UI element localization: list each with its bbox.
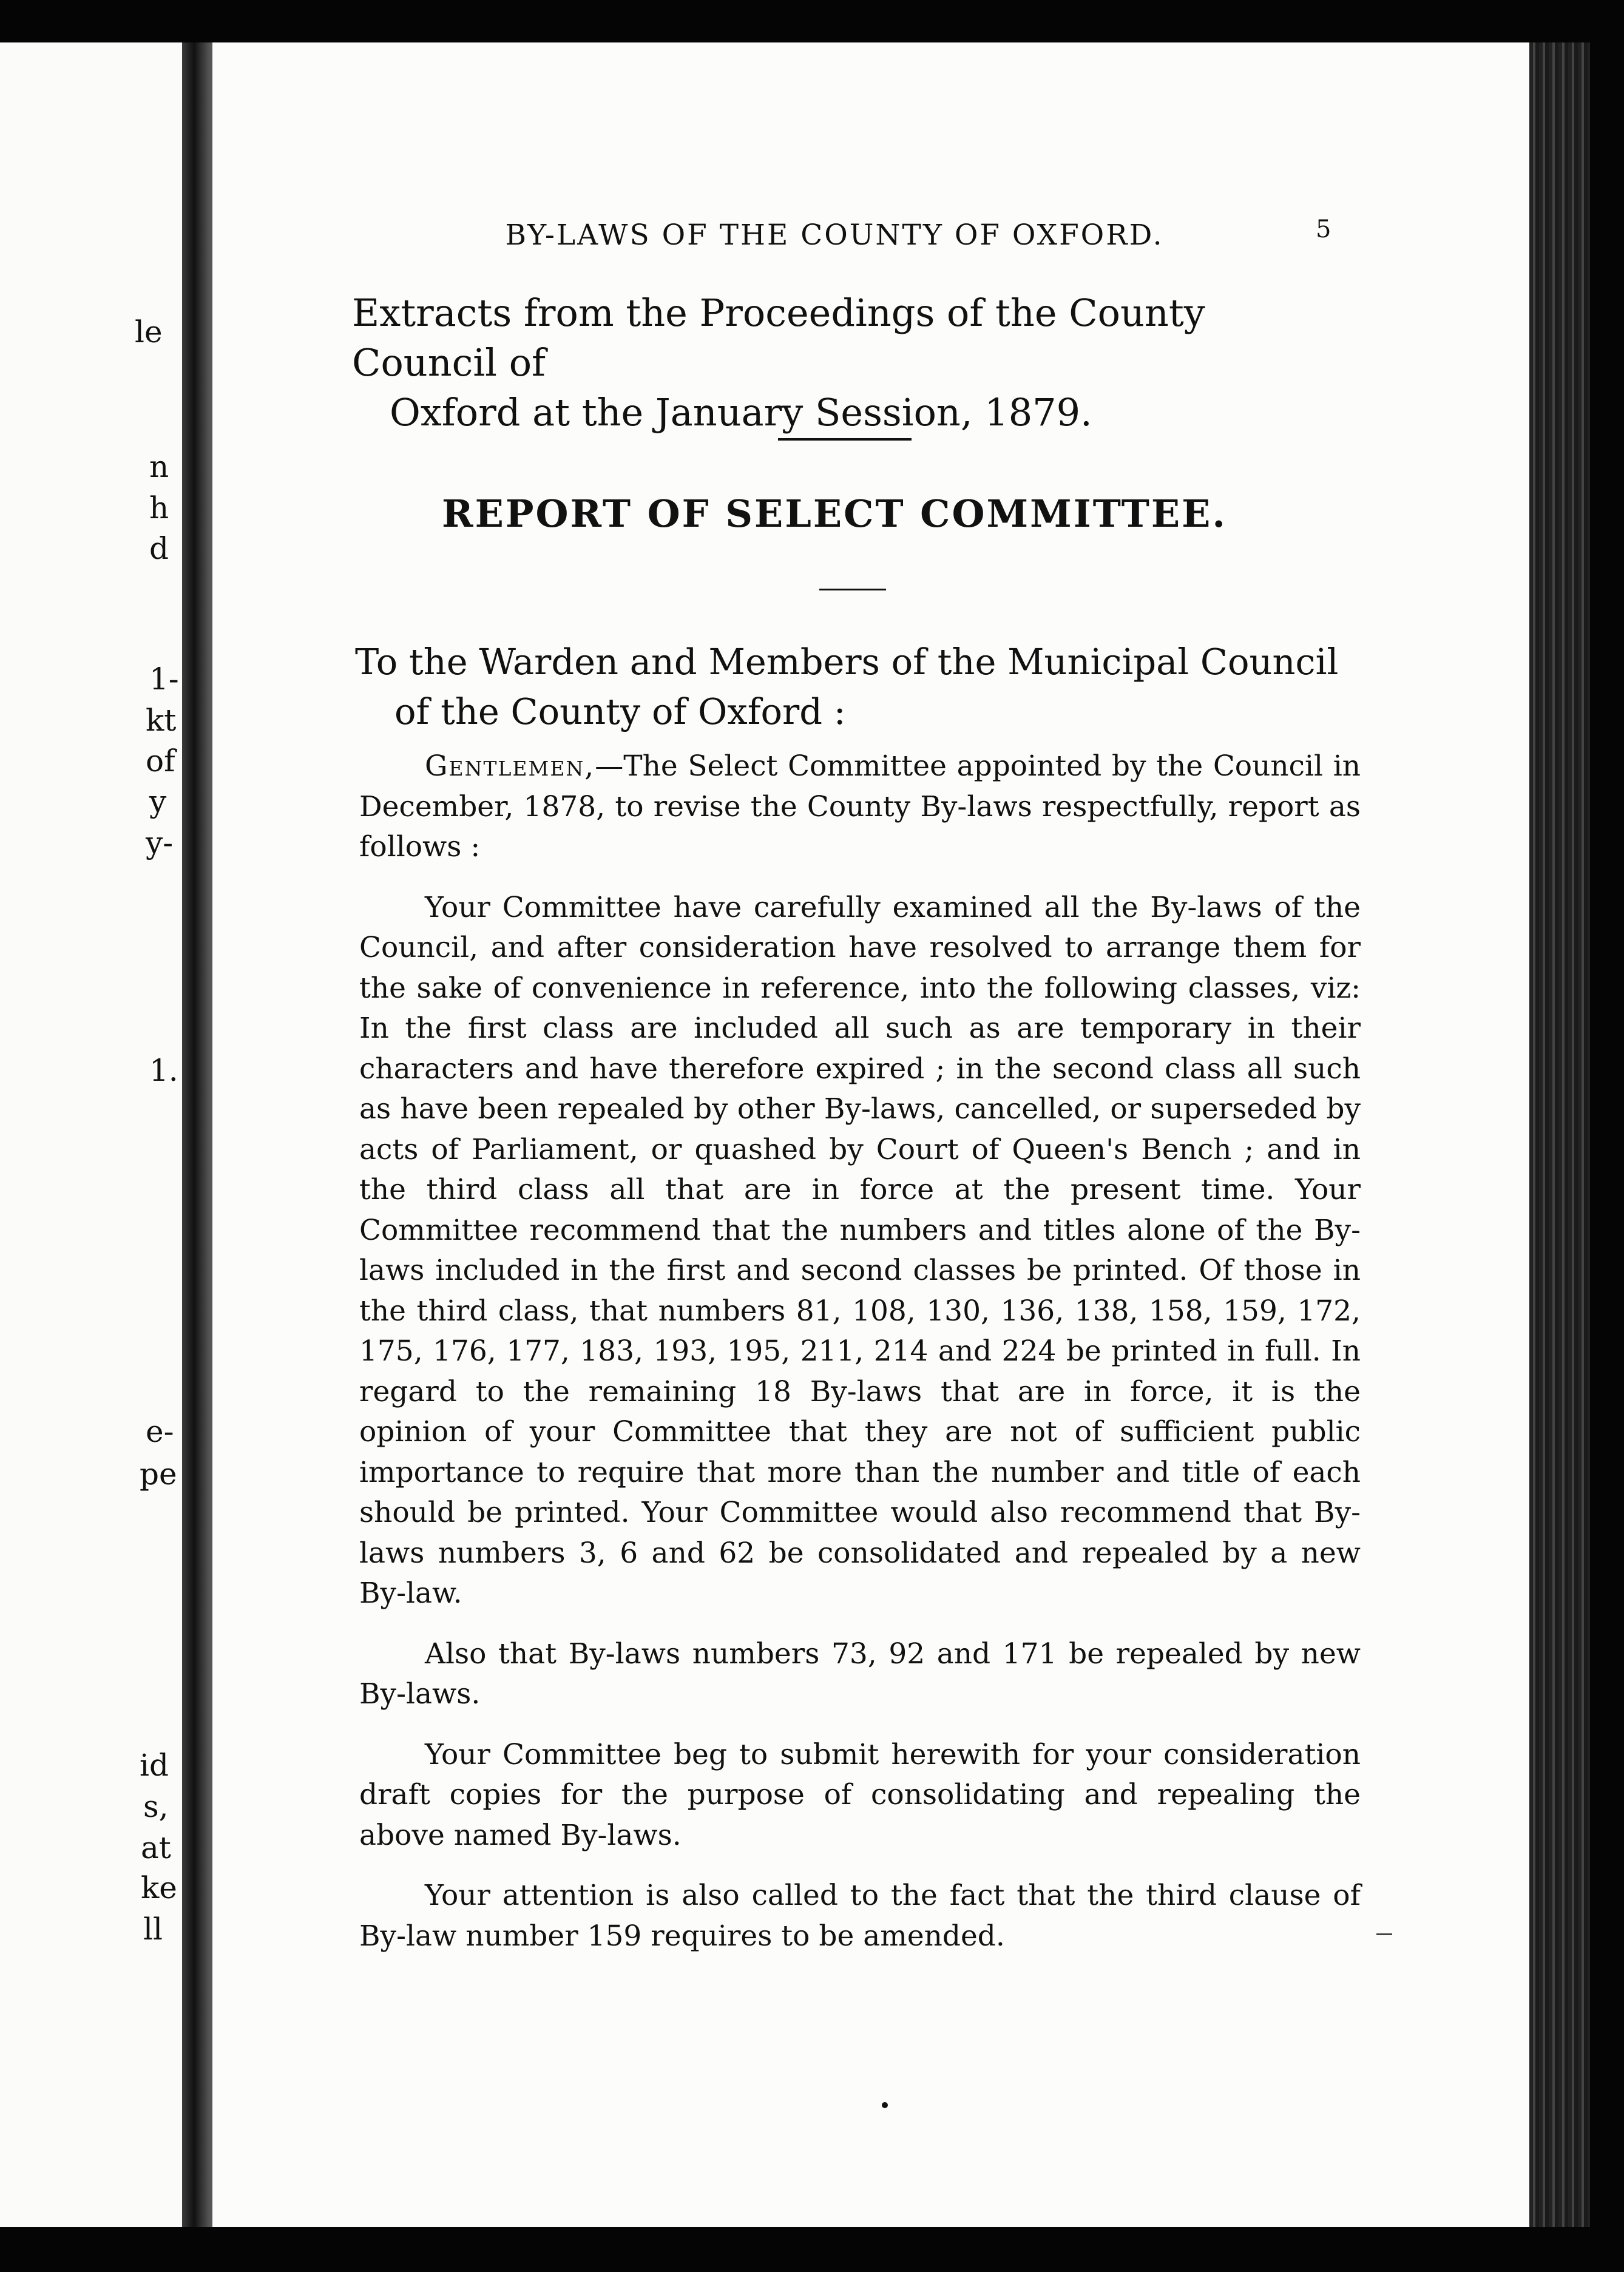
left-page-edge — [0, 42, 182, 2227]
left-fragment: 1- — [149, 661, 179, 697]
divider-rule — [819, 589, 886, 590]
margin-mark — [1376, 1933, 1392, 1935]
left-fragment: id — [140, 1748, 169, 1783]
extracts-title — [352, 288, 1359, 438]
left-fragment: at — [141, 1830, 171, 1865]
address-line2: of the County of Oxford : — [394, 691, 846, 732]
left-fragment: le — [135, 314, 163, 350]
report-heading: REPORT OF SELECT COMMITTEE. — [442, 492, 1227, 536]
left-fragment: of — [146, 743, 175, 779]
left-fragment: e- — [146, 1414, 174, 1449]
report-body — [359, 746, 1361, 1976]
left-fragment: y — [149, 784, 167, 819]
divider-rule — [778, 438, 912, 441]
running-head: BY-LAWS OF THE COUNTY OF OXFORD. — [505, 218, 1164, 252]
left-fragment: s, — [143, 1789, 169, 1824]
left-fragment: 1. — [149, 1053, 178, 1088]
paragraph — [359, 746, 1361, 868]
left-fragment: ke — [141, 1870, 177, 1905]
left-fragment: n — [149, 449, 169, 484]
left-margin-fragments — [0, 42, 182, 2227]
paragraph-text: —The Select Committee appointed by the Council in December, 1878, to revise the County By-laws respectfully, report as follows : — [359, 749, 1361, 864]
left-fragment: ll — [143, 1912, 163, 1947]
extracts-title-line1: Extracts from the Proceedings of the County Council of — [352, 291, 1205, 385]
left-fragment: h — [149, 490, 169, 526]
paragraph: Your Committee beg to submit herewith for your consideration draft copies for the purpose of consolidating and repealing the above named By-laws. — [359, 1737, 1361, 1852]
address-line1: To the Warden and Members of the Municipal Council — [355, 641, 1339, 683]
book-spine — [182, 42, 212, 2227]
page-number: 5 — [1316, 215, 1331, 243]
page-stack-edge — [1529, 42, 1590, 2227]
left-fragment: pe — [140, 1456, 177, 1492]
footer-dot — [882, 2102, 888, 2108]
salutation: Gentlemen, — [425, 749, 595, 783]
left-fragment: y- — [146, 825, 174, 860]
extracts-title-line2: Oxford at the January Session, 1879. — [390, 390, 1092, 434]
address-heading — [355, 637, 1369, 737]
paragraph: Your Committee have carefully examined all the By-laws of the Council, and after consideration have resolved to arrange them for the sake of convenience in reference, into the following classes, viz: In the first class are included all such as are temporary in their characters and have therefore expired ; in the second class all such as have been repealed by other By-laws, cancelled, or superseded by acts of Parliament, or quashed by Court of Queen's Bench ; and in the third class all that are in force at the present time. Your Committee recommend that the numbers and titles alone of the By-laws included in the first and second classes be printed. Of those in the third class, that numbers 81, 108, 130, 136, 138, 158, 159, 172, 175, 176, 177, 183, 193, 195, 211, 214 and 224 be printed in full. In regard to the remaining 18 By-laws that are in force, it is the opinion of your Committee that they are not of sufficient public importance to require that more than the number and title of each should be printed. Your Committee would also recommend that By-laws numbers 3, 6 and 62 be consolidated and repealed by a new By-law. — [359, 890, 1361, 1610]
paragraph: Your attention is also called to the fact that the third clause of By-law number 159 requires to be amended. — [359, 1879, 1361, 1953]
paragraph: Also that By-laws numbers 73, 92 and 171 be repealed by new By-laws. — [359, 1637, 1361, 1711]
left-fragment: d — [149, 531, 169, 566]
left-fragment: kt — [146, 703, 177, 738]
